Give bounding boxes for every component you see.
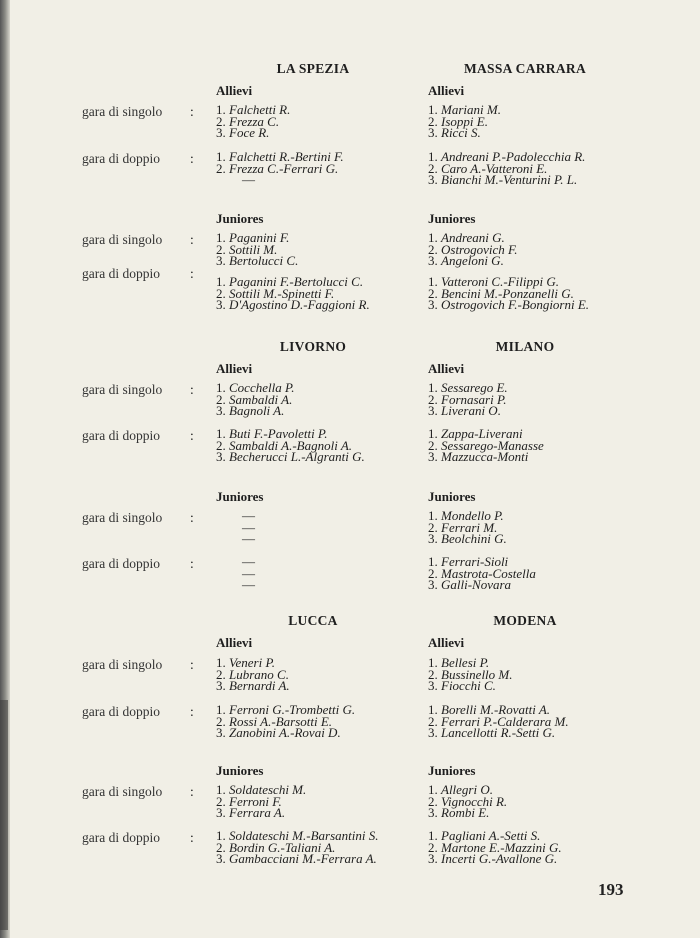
entry-rank: 1. — [216, 782, 229, 797]
entry-rank: 2. — [216, 713, 229, 729]
event-label: gara di singolo — [82, 510, 163, 525]
entries-left — [216, 830, 379, 865]
entry-rank: 2. — [216, 113, 229, 129]
entry-rank: 3. — [428, 125, 441, 141]
entry-rank: 3. — [428, 297, 441, 313]
event-label: gara di singolo — [82, 784, 163, 799]
colon: : — [190, 428, 194, 443]
entry-names: Angeloni G. — [441, 253, 504, 269]
entry-names: Mastrota-Costella — [441, 565, 536, 581]
entry — [428, 451, 544, 463]
entries-right — [428, 232, 518, 267]
entries-right — [428, 704, 569, 739]
entry — [428, 299, 589, 311]
entry-names: Beolchini G. — [441, 531, 507, 547]
entry — [216, 451, 365, 463]
colon: : — [190, 151, 194, 166]
entries-left — [216, 784, 306, 819]
category-left: Juniores — [216, 489, 264, 504]
city-header-row — [0, 339, 700, 359]
entry-rank: 1. — [216, 655, 229, 670]
event-label: gara di singolo — [82, 104, 163, 119]
entry-rank: 3. — [216, 449, 229, 465]
event-label: gara di doppio — [82, 151, 160, 166]
entry-rank: 1. — [216, 102, 229, 117]
entry-rank: 1. — [428, 508, 441, 523]
entry-rank: 1. — [428, 149, 441, 164]
city-heading-right: MASSA CARRARA — [463, 61, 587, 76]
entries-left — [216, 382, 294, 417]
entry-names: Paganini F. — [229, 230, 290, 245]
entry-names: Allegri O. — [441, 782, 493, 797]
entries-right — [428, 510, 507, 545]
entry-names: Ricci S. — [441, 125, 481, 141]
entry-rank: 2. — [428, 565, 441, 581]
entry-names: Sottili M.-Spinetti F. — [229, 285, 335, 301]
entry-rank: 3. — [216, 253, 229, 269]
colon: : — [190, 657, 194, 672]
entry — [428, 127, 501, 139]
entry — [216, 299, 370, 311]
entry-names: Liverani O. — [441, 403, 501, 419]
entry — [216, 680, 290, 692]
entry-rank: 3. — [428, 577, 441, 593]
results-block-3 — [0, 613, 700, 884]
section-allievi — [0, 635, 700, 761]
city-header-row — [0, 613, 700, 633]
entry — [216, 853, 379, 865]
entry-rank: 2. — [428, 113, 441, 129]
results-block-2 — [0, 339, 700, 610]
colon: : — [190, 556, 194, 571]
entry-names: Ferrari P.-Calderara M. — [441, 713, 569, 729]
entries-right — [428, 151, 585, 186]
entry-names: Martone E.-Mazzini G. — [441, 839, 562, 855]
entry-names: Sessarego E. — [441, 380, 508, 395]
entry-names: Sottili M. — [229, 241, 278, 257]
entry-rank: 2. — [428, 793, 441, 809]
entry — [428, 255, 518, 267]
city-heading-left: LIVORNO — [279, 339, 347, 354]
event-label: gara di singolo — [82, 382, 163, 397]
colon: : — [190, 510, 194, 525]
section-juniores — [0, 211, 700, 336]
entry-names: Cocchella P. — [229, 380, 295, 395]
category-left: Allievi — [216, 635, 253, 650]
page-number: 193 — [598, 880, 624, 899]
category-left: Juniores — [216, 211, 264, 226]
entry-rank: 2. — [428, 519, 441, 535]
entry-rank: 3. — [428, 678, 441, 694]
entry — [428, 405, 508, 417]
event-label: gara di doppio — [82, 428, 160, 443]
entry-rank: 3. — [216, 125, 229, 141]
city-heading-left: LA SPEZIA — [276, 61, 350, 76]
entry-rank: 1. — [428, 828, 441, 843]
entries-left — [216, 104, 290, 139]
category-right: Juniores — [428, 489, 476, 504]
entry-names: Zappa-Liverani — [441, 426, 523, 441]
results-block-1 — [0, 61, 700, 332]
entries-left — [216, 428, 365, 463]
category-right: Allievi — [428, 83, 465, 98]
entry — [216, 405, 294, 417]
entry-names: Ostrogovich F. — [441, 241, 518, 257]
entry-rank: 2. — [428, 241, 441, 257]
entry-rank: 1. — [428, 554, 441, 569]
entry-names: Soldateschi M. — [229, 782, 307, 797]
entry-rank: 2. — [216, 839, 229, 855]
entry-rank: 2. — [428, 437, 441, 453]
entry — [428, 807, 507, 819]
entry-names: Ferrari-Sioli — [441, 554, 509, 569]
entry — [428, 174, 585, 186]
city-header-row — [0, 61, 700, 81]
entries-right — [428, 276, 589, 311]
colon: : — [190, 830, 194, 845]
section-juniores — [0, 763, 700, 888]
entries-left — [216, 232, 298, 267]
entry — [216, 127, 290, 139]
entry-rank: 3. — [428, 403, 441, 419]
entry-names: Vignocchi R. — [441, 793, 508, 809]
colon: : — [190, 266, 194, 281]
entry-names: Caro A.-Vatteroni E. — [441, 160, 548, 176]
entry-names: Sessarego-Manasse — [441, 437, 544, 453]
entry-rank: 1. — [428, 702, 441, 717]
entry — [216, 160, 344, 176]
entry-names: Borelli M.-Rovatti A. — [441, 702, 551, 717]
entry-rank: 1. — [428, 782, 441, 797]
entry-rank: 2. — [428, 285, 441, 301]
entry-rank: 3. — [428, 851, 441, 867]
entries-left — [216, 276, 370, 311]
entry-rank: 3. — [428, 531, 441, 547]
entry-names: Bernardi A. — [229, 678, 290, 694]
entry-rank: 1. — [428, 274, 441, 289]
entry-rank: 2. — [216, 160, 229, 176]
entries-right — [428, 382, 508, 417]
entry-rank: 1. — [428, 655, 441, 670]
entry-rank: 3. — [216, 678, 229, 694]
entry — [428, 579, 536, 591]
colon: : — [190, 784, 194, 799]
entry-rank: 2. — [216, 793, 229, 809]
entry — [428, 533, 507, 545]
entry-rank: 1. — [216, 702, 229, 717]
colon: : — [190, 104, 194, 119]
entry-rank: 3. — [216, 725, 229, 741]
entry — [216, 807, 306, 819]
entry-names: Fornasari P. — [441, 391, 507, 407]
entry-names: Incerti G.-Avallone G. — [441, 851, 558, 867]
entry-names: Ferrara A. — [229, 805, 286, 821]
event-label: gara di singolo — [82, 657, 163, 672]
entry-names: Ferroni F. — [229, 793, 282, 809]
entry: — — [242, 172, 255, 188]
entry-rank: 2. — [428, 839, 441, 855]
entries-right — [428, 657, 513, 692]
entry-rank: 2. — [216, 391, 229, 407]
entries-left — [216, 556, 255, 591]
entry-names: Zanobini A.-Rovai D. — [229, 725, 341, 741]
entry-names: Sambaldi A.-Bagnoli A. — [229, 437, 353, 453]
entry-rank: 3. — [428, 805, 441, 821]
entry-names: Gambacciani M.-Ferrara A. — [229, 851, 377, 867]
entry-names: Rombi E. — [441, 805, 490, 821]
entry-rank: 3. — [216, 851, 229, 867]
entry: — — [242, 531, 255, 547]
entry-names: Ferrari M. — [441, 519, 498, 535]
event-label: gara di singolo — [82, 232, 163, 247]
entry-names: Bussinello M. — [441, 666, 513, 682]
entry-rank: 2. — [216, 285, 229, 301]
entry-names: Andreani G. — [441, 230, 505, 245]
entry-rank: 3. — [216, 297, 229, 313]
section-juniores — [0, 489, 700, 614]
entry-names: Frezza C.-Ferrari G. — [229, 160, 339, 176]
entry-names: Fiocchi C. — [441, 678, 496, 694]
entry-rank: 2. — [428, 391, 441, 407]
entry — [216, 255, 298, 267]
entries-right — [428, 830, 562, 865]
event-label: gara di doppio — [82, 266, 160, 281]
entries-right — [428, 428, 544, 463]
entry-names: Isoppi E. — [441, 113, 488, 129]
entry-rank: 2. — [216, 437, 229, 453]
entry-names: Veneri P. — [229, 655, 275, 670]
entry-rank: 1. — [428, 230, 441, 245]
entry-rank: 1. — [216, 274, 229, 289]
entry-names: Mazzucca-Monti — [441, 449, 529, 465]
entry-rank: 3. — [216, 403, 229, 419]
entry-rank: 2. — [428, 160, 441, 176]
entry-names: Buti F.-Pavoletti P. — [229, 426, 328, 441]
entry — [428, 727, 569, 739]
entry-names: Galli-Novara — [441, 577, 512, 593]
entry-rank: 1. — [216, 230, 229, 245]
entry-names: Bordin G.-Taliani A. — [229, 839, 336, 855]
entry-rank: 3. — [428, 449, 441, 465]
entry-rank: 1. — [428, 102, 441, 117]
entry-names: Lancellotti R.-Setti G. — [441, 725, 556, 741]
entry-names: Mondello P. — [441, 508, 504, 523]
category-left: Allievi — [216, 361, 253, 376]
entry-rank: 1. — [216, 149, 229, 164]
entries-left — [216, 510, 255, 545]
entry-names: Foce R. — [229, 125, 270, 141]
category-right: Allievi — [428, 361, 465, 376]
entry — [216, 727, 355, 739]
entry-names: Bencini M.-Ponzanelli G. — [441, 285, 574, 301]
entry-names: Pagliani A.-Setti S. — [441, 828, 541, 843]
entry — [428, 680, 513, 692]
entry-rank: 2. — [428, 713, 441, 729]
entry: — — [242, 577, 255, 593]
entry-rank: 3. — [216, 805, 229, 821]
entry-names: Sambaldi A. — [229, 391, 293, 407]
entry-names: Frezza C. — [229, 113, 280, 129]
colon: : — [190, 382, 194, 397]
category-left: Juniores — [216, 763, 264, 778]
entry-names: Mariani M. — [441, 102, 501, 117]
entry-rank: 3. — [428, 172, 441, 188]
entry-rank: 2. — [428, 666, 441, 682]
entry-names: Falchetti R. — [229, 102, 291, 117]
entry: — — [242, 554, 255, 569]
section-allievi — [0, 361, 700, 487]
entry-names: Bagnoli A. — [229, 403, 285, 419]
entry-rank: 3. — [428, 253, 441, 269]
entries-left — [216, 657, 290, 692]
entries-left — [216, 151, 344, 186]
entries-right — [428, 556, 536, 591]
entry-names: Andreani P.-Padolecchia R. — [441, 149, 586, 164]
entry-names: Becherucci L.-Algranti G. — [229, 449, 365, 465]
category-right: Allievi — [428, 635, 465, 650]
entry-names: D'Agostino D.-Faggioni R. — [229, 297, 370, 313]
category-right: Juniores — [428, 211, 476, 226]
entry: — — [242, 508, 255, 523]
category-left: Allievi — [216, 83, 253, 98]
entry-rank: 1. — [428, 380, 441, 395]
city-heading-right: MODENA — [493, 613, 557, 628]
entry-rank: 1. — [216, 828, 229, 843]
entry: — — [242, 519, 255, 535]
entry — [428, 853, 562, 865]
entry-names: Falchetti R.-Bertini F. — [229, 149, 344, 164]
city-heading-left: LUCCA — [288, 613, 338, 628]
entry-rank: 2. — [216, 666, 229, 682]
entry-rank: 1. — [428, 426, 441, 441]
entry-rank: 1. — [216, 380, 229, 395]
entry-names: Bertolucci C. — [229, 253, 299, 269]
city-heading-right: MILANO — [495, 339, 555, 354]
colon: : — [190, 704, 194, 719]
colon: : — [190, 232, 194, 247]
entry-names: Paganini F.-Bertolucci C. — [229, 274, 364, 289]
entry-names: Bellesi P. — [441, 655, 490, 670]
entry-names: Lubrano C. — [229, 666, 289, 682]
category-right: Juniores — [428, 763, 476, 778]
entry-rank: 2. — [216, 241, 229, 257]
entry: — — [242, 565, 255, 581]
section-allievi — [0, 83, 700, 209]
entry-names: Rossi A.-Barsotti E. — [229, 713, 333, 729]
event-label: gara di doppio — [82, 830, 160, 845]
entries-right — [428, 784, 507, 819]
event-label: gara di doppio — [82, 556, 160, 571]
entry-names: Vatteroni C.-Filippi G. — [441, 274, 559, 289]
entry-rank: 1. — [216, 426, 229, 441]
entry-names: Bianchi M.-Venturini P. L. — [441, 172, 578, 188]
entry-names: Ferroni G.-Trombetti G. — [229, 702, 356, 717]
entries-left — [216, 704, 355, 739]
event-label: gara di doppio — [82, 704, 160, 719]
entries-right — [428, 104, 501, 139]
entry-names: Ostrogovich F.-Bongiorni E. — [441, 297, 590, 313]
entry-rank: 3. — [428, 725, 441, 741]
entry-names: Soldateschi M.-Barsantini S. — [229, 828, 379, 843]
